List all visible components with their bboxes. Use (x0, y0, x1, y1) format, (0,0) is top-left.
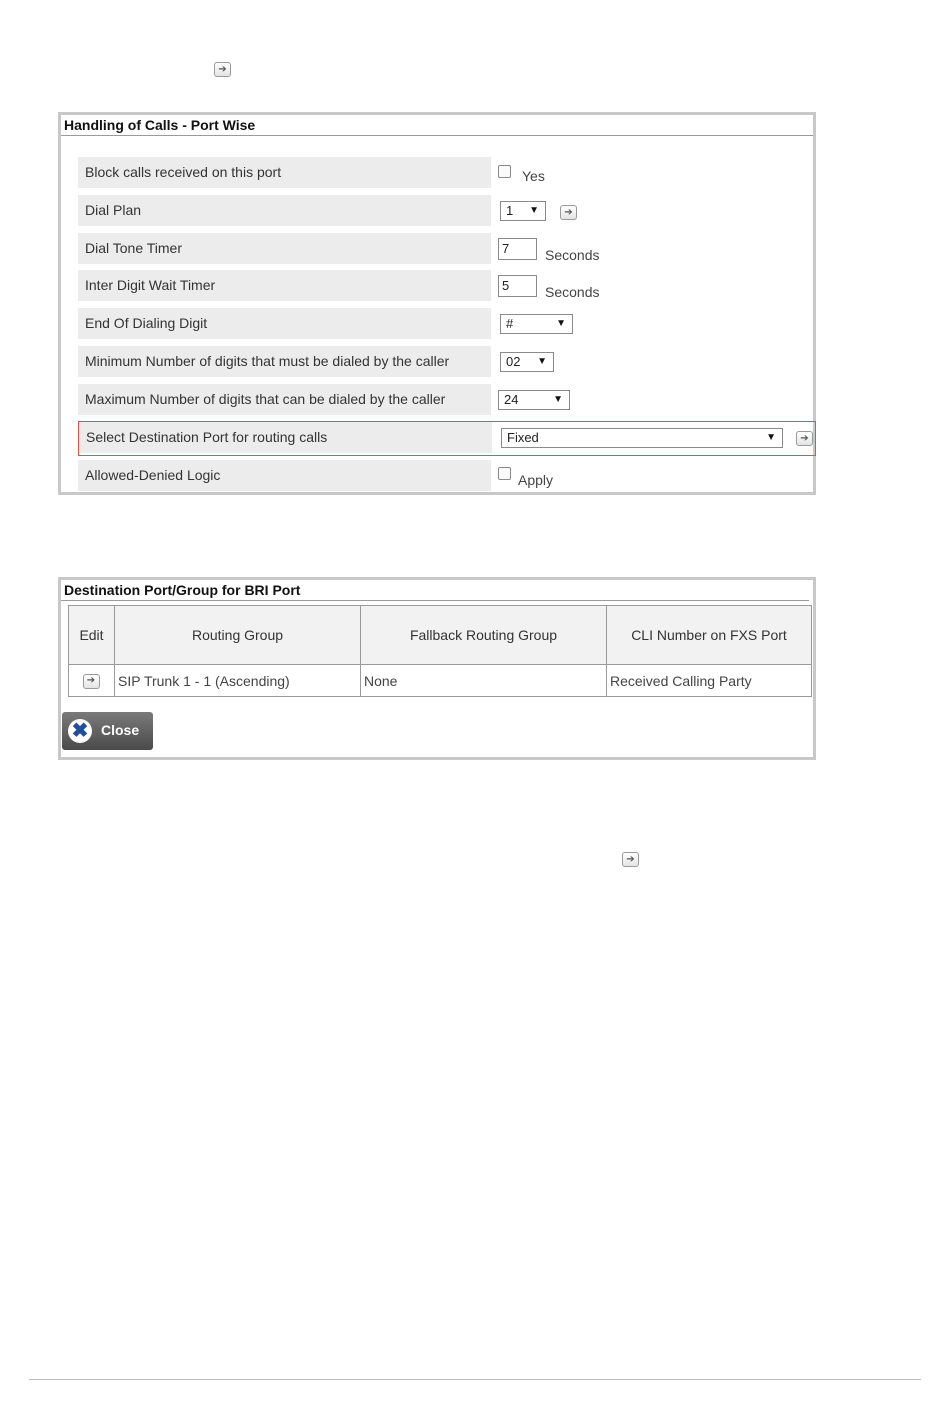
arrow-right-icon[interactable]: ➔ (214, 62, 231, 77)
inter-digit-timer-input[interactable]: 5 (498, 275, 537, 297)
table-header-row (69, 606, 812, 665)
col-routing-group: Routing Group (115, 606, 361, 665)
max-digits-label: Maximum Number of digits that can be dialed by the caller (78, 384, 491, 415)
row-allowed-denied (78, 460, 812, 493)
dest-port-arrow-icon[interactable]: ➔ (796, 431, 813, 446)
end-digit-value: # (506, 316, 514, 331)
routing-group-cell: SIP Trunk 1 - 1 (Ascending) (115, 665, 361, 697)
inter-digit-timer-unit: Seconds (545, 284, 600, 300)
arrow-right-icon[interactable]: ➔ (622, 852, 639, 867)
dest-port-select[interactable] (501, 428, 783, 448)
row-dial-tone-timer (78, 233, 812, 266)
panel-title: Destination Port/Group for BRI Port (61, 580, 809, 601)
min-digits-value: 02 (506, 354, 521, 369)
fallback-cell: None (361, 665, 607, 697)
allowed-denied-label: Allowed-Denied Logic (78, 460, 491, 491)
chevron-down-icon: ▼ (556, 318, 566, 329)
row-dial-plan (78, 195, 812, 228)
dial-plan-arrow-icon[interactable]: ➔ (560, 205, 577, 220)
destination-table (68, 605, 812, 697)
dial-plan-select[interactable] (500, 201, 546, 221)
row-block-calls (78, 157, 812, 190)
max-digits-value: 24 (504, 392, 519, 407)
dial-tone-timer-label: Dial Tone Timer (78, 233, 491, 264)
footer-divider (29, 1379, 921, 1380)
min-digits-select[interactable] (500, 352, 554, 372)
end-digit-label: End Of Dialing Digit (78, 308, 491, 339)
allowed-denied-checkbox[interactable] (498, 467, 511, 480)
min-digits-label: Minimum Number of digits that must be dialed by the caller (78, 346, 491, 377)
block-calls-label: Block calls received on this port (78, 157, 491, 188)
handling-of-calls-panel (58, 112, 816, 495)
chevron-down-icon: ▼ (553, 394, 563, 405)
allowed-denied-apply-text: Apply (518, 472, 554, 488)
chevron-down-icon: ▼ (537, 356, 547, 367)
dial-tone-timer-input[interactable]: 7 (498, 238, 537, 260)
col-cli-number: CLI Number on FXS Port (607, 606, 812, 665)
dial-plan-value: 1 (506, 203, 514, 218)
col-edit: Edit (69, 606, 115, 665)
table-row (69, 665, 812, 697)
close-icon: ✖ (68, 719, 92, 743)
row-min-digits (78, 346, 812, 379)
dial-tone-timer-unit: Seconds (545, 247, 600, 263)
block-calls-yes-text: Yes (522, 168, 545, 184)
row-dest-port (78, 421, 816, 456)
row-inter-digit-timer (78, 270, 812, 303)
row-end-digit (78, 308, 812, 341)
chevron-down-icon: ▼ (529, 205, 539, 216)
inter-digit-timer-label: Inter Digit Wait Timer (78, 270, 491, 301)
cli-cell: Received Calling Party (607, 665, 812, 697)
col-fallback-routing-group: Fallback Routing Group (361, 606, 607, 665)
edit-arrow-icon[interactable]: ➔ (83, 674, 100, 689)
dial-plan-label: Dial Plan (78, 195, 491, 226)
block-calls-checkbox[interactable] (498, 165, 511, 178)
close-button[interactable] (62, 712, 153, 750)
panel-title: Handling of Calls - Port Wise (61, 115, 813, 136)
max-digits-select[interactable] (498, 390, 570, 410)
row-max-digits (78, 384, 812, 417)
chevron-down-icon: ▼ (766, 432, 776, 443)
destination-port-group-panel (58, 577, 816, 760)
edit-cell (69, 665, 115, 697)
dest-port-label: Select Destination Port for routing calls (79, 422, 492, 453)
end-digit-select[interactable] (500, 314, 573, 334)
close-label: Close (101, 722, 140, 738)
dest-port-value: Fixed (507, 430, 539, 445)
